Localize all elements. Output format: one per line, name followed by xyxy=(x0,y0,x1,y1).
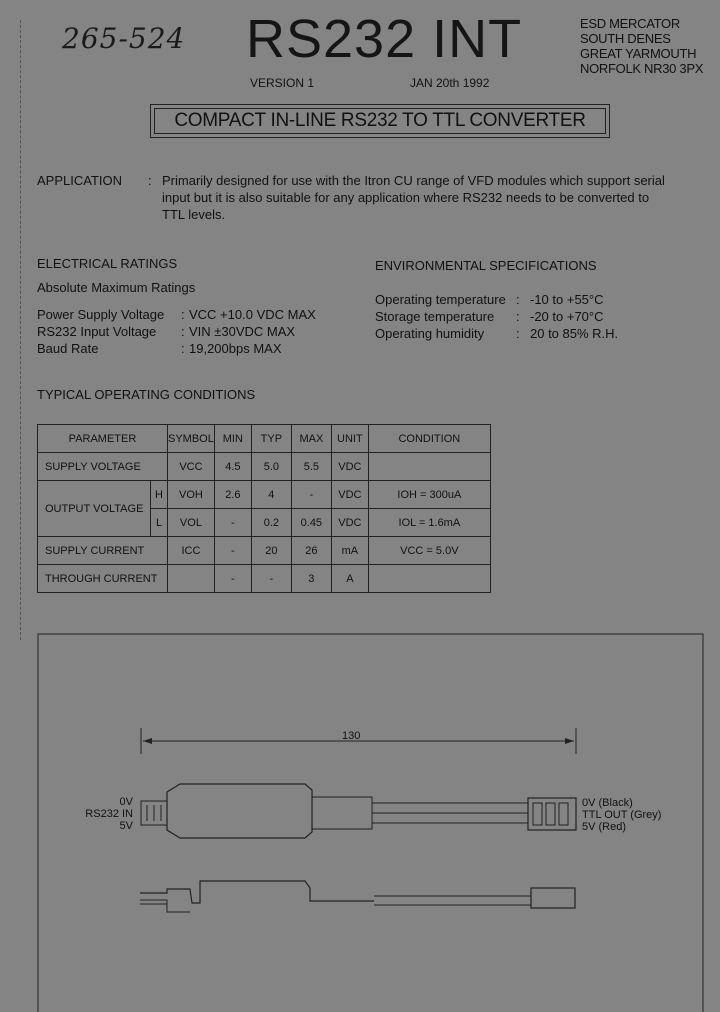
typ-cell: 4 xyxy=(251,481,291,509)
symbol-cell: VCC xyxy=(168,453,215,481)
max-cell: 26 xyxy=(291,537,331,565)
side-view-lower xyxy=(140,900,190,912)
right-label-5v-red: 5V (Red) xyxy=(582,821,627,833)
typ-cell: 0.2 xyxy=(251,509,291,537)
version-label: VERSION 1 xyxy=(250,76,315,90)
param-cell: OUTPUT VOLTAGE xyxy=(38,481,151,537)
max-cell: 3 xyxy=(291,565,331,593)
right-label-0v-black: 0V (Black) xyxy=(582,797,633,809)
side-view-body xyxy=(140,881,374,903)
param-cell: SUPPLY VOLTAGE xyxy=(38,453,168,481)
rating-name: Power Supply Voltage xyxy=(37,307,165,322)
environment-value: 20 to 85% R.H. xyxy=(530,326,619,341)
typical-heading: TYPICAL OPERATING CONDITIONS xyxy=(37,387,256,402)
level-cell: L xyxy=(151,509,168,537)
dimension-arrow-right xyxy=(565,738,574,744)
rating-name: Baud Rate xyxy=(37,341,99,356)
document-date: JAN 20th 1992 xyxy=(410,76,490,90)
rating-sep: : xyxy=(181,307,185,322)
environment-value: -20 to +70°C xyxy=(530,309,604,324)
condition-cell: VCC = 5.0V xyxy=(368,537,490,565)
side-view-ttl-connector xyxy=(531,888,575,908)
rating-value: VCC +10.0 VDC MAX xyxy=(189,307,316,322)
handwritten-reference: 265-524 xyxy=(62,22,186,55)
document-title: RS232 INT xyxy=(246,9,523,69)
min-cell: 4.5 xyxy=(214,453,251,481)
cable-sleeve xyxy=(312,797,372,829)
ttl-pin xyxy=(546,803,555,825)
address-line: SOUTH DENES xyxy=(580,31,671,46)
left-label-0v: 0V xyxy=(119,796,133,808)
symbol-cell: VOH xyxy=(168,481,215,509)
environmental-heading: ENVIRONMENTAL SPECIFICATIONS xyxy=(375,258,597,273)
environment-name: Operating humidity xyxy=(375,326,485,341)
param-cell: SUPPLY CURRENT xyxy=(38,537,168,565)
rating-value: 19,200bps MAX xyxy=(189,341,282,356)
column-header: MAX xyxy=(291,425,331,453)
application-label: APPLICATION xyxy=(37,173,123,188)
max-cell: - xyxy=(291,481,331,509)
level-cell: H xyxy=(151,481,168,509)
address-line: ESD MERCATOR xyxy=(580,16,680,31)
symbol-cell: VOL xyxy=(168,509,215,537)
unit-cell: VDC xyxy=(331,481,368,509)
column-header: TYP xyxy=(251,425,291,453)
address-line: NORFOLK NR30 3PX xyxy=(580,61,704,76)
typ-cell: 20 xyxy=(251,537,291,565)
rating-sep: : xyxy=(181,324,185,339)
electrical-subheading: Absolute Maximum Ratings xyxy=(37,280,196,295)
left-label-rs232-in: RS232 IN xyxy=(85,808,133,820)
column-header: PARAMETER xyxy=(38,425,168,453)
environment-name: Storage temperature xyxy=(375,309,495,324)
environment-sep: : xyxy=(516,292,520,307)
application-line: input but it is also suitable for any application where RS232 needs to be converted to xyxy=(162,190,650,205)
banner-text: COMPACT IN-LINE RS232 TO TTL CONVERTER xyxy=(154,108,606,134)
application-colon: : xyxy=(148,173,152,188)
symbol-cell: ICC xyxy=(168,537,215,565)
dimension-arrow-left xyxy=(143,738,152,744)
environment-sep: : xyxy=(516,309,520,324)
converter-body xyxy=(167,784,312,838)
environment-sep: : xyxy=(516,326,520,341)
electrical-heading: ELECTRICAL RATINGS xyxy=(37,256,178,271)
unit-cell: mA xyxy=(331,537,368,565)
ttl-pin xyxy=(533,803,542,825)
column-header: UNIT xyxy=(331,425,368,453)
param-cell: THROUGH CURRENT xyxy=(38,565,168,593)
unit-cell: VDC xyxy=(331,509,368,537)
unit-cell: A xyxy=(331,565,368,593)
condition-cell: IOL = 1.6mA xyxy=(368,509,490,537)
unit-cell: VDC xyxy=(331,453,368,481)
right-label-ttl-out-grey: TTL OUT (Grey) xyxy=(582,809,662,821)
min-cell: 2.6 xyxy=(214,481,251,509)
max-cell: 0.45 xyxy=(291,509,331,537)
dimension-label: 130 xyxy=(342,730,361,742)
address-line: GREAT YARMOUTH xyxy=(580,46,697,61)
rating-name: RS232 Input Voltage xyxy=(37,324,157,339)
column-header: SYMBOL xyxy=(168,425,215,453)
application-line: TTL levels. xyxy=(162,207,226,222)
rating-value: VIN ±30VDC MAX xyxy=(189,324,296,339)
ttl-pin xyxy=(559,803,568,825)
environment-name: Operating temperature xyxy=(375,292,506,307)
typ-cell: - xyxy=(251,565,291,593)
rating-sep: : xyxy=(181,341,185,356)
column-header: MIN xyxy=(214,425,251,453)
min-cell: - xyxy=(214,565,251,593)
min-cell: - xyxy=(214,509,251,537)
min-cell: - xyxy=(214,537,251,565)
application-line: Primarily designed for use with the Itron CU range of VFD modules which support serial xyxy=(162,173,665,188)
column-header: CONDITION xyxy=(368,425,490,453)
typ-cell: 5.0 xyxy=(251,453,291,481)
condition-cell: IOH = 300uA xyxy=(368,481,490,509)
environment-value: -10 to +55°C xyxy=(530,292,604,307)
left-label-5v: 5V xyxy=(119,820,133,832)
max-cell: 5.5 xyxy=(291,453,331,481)
